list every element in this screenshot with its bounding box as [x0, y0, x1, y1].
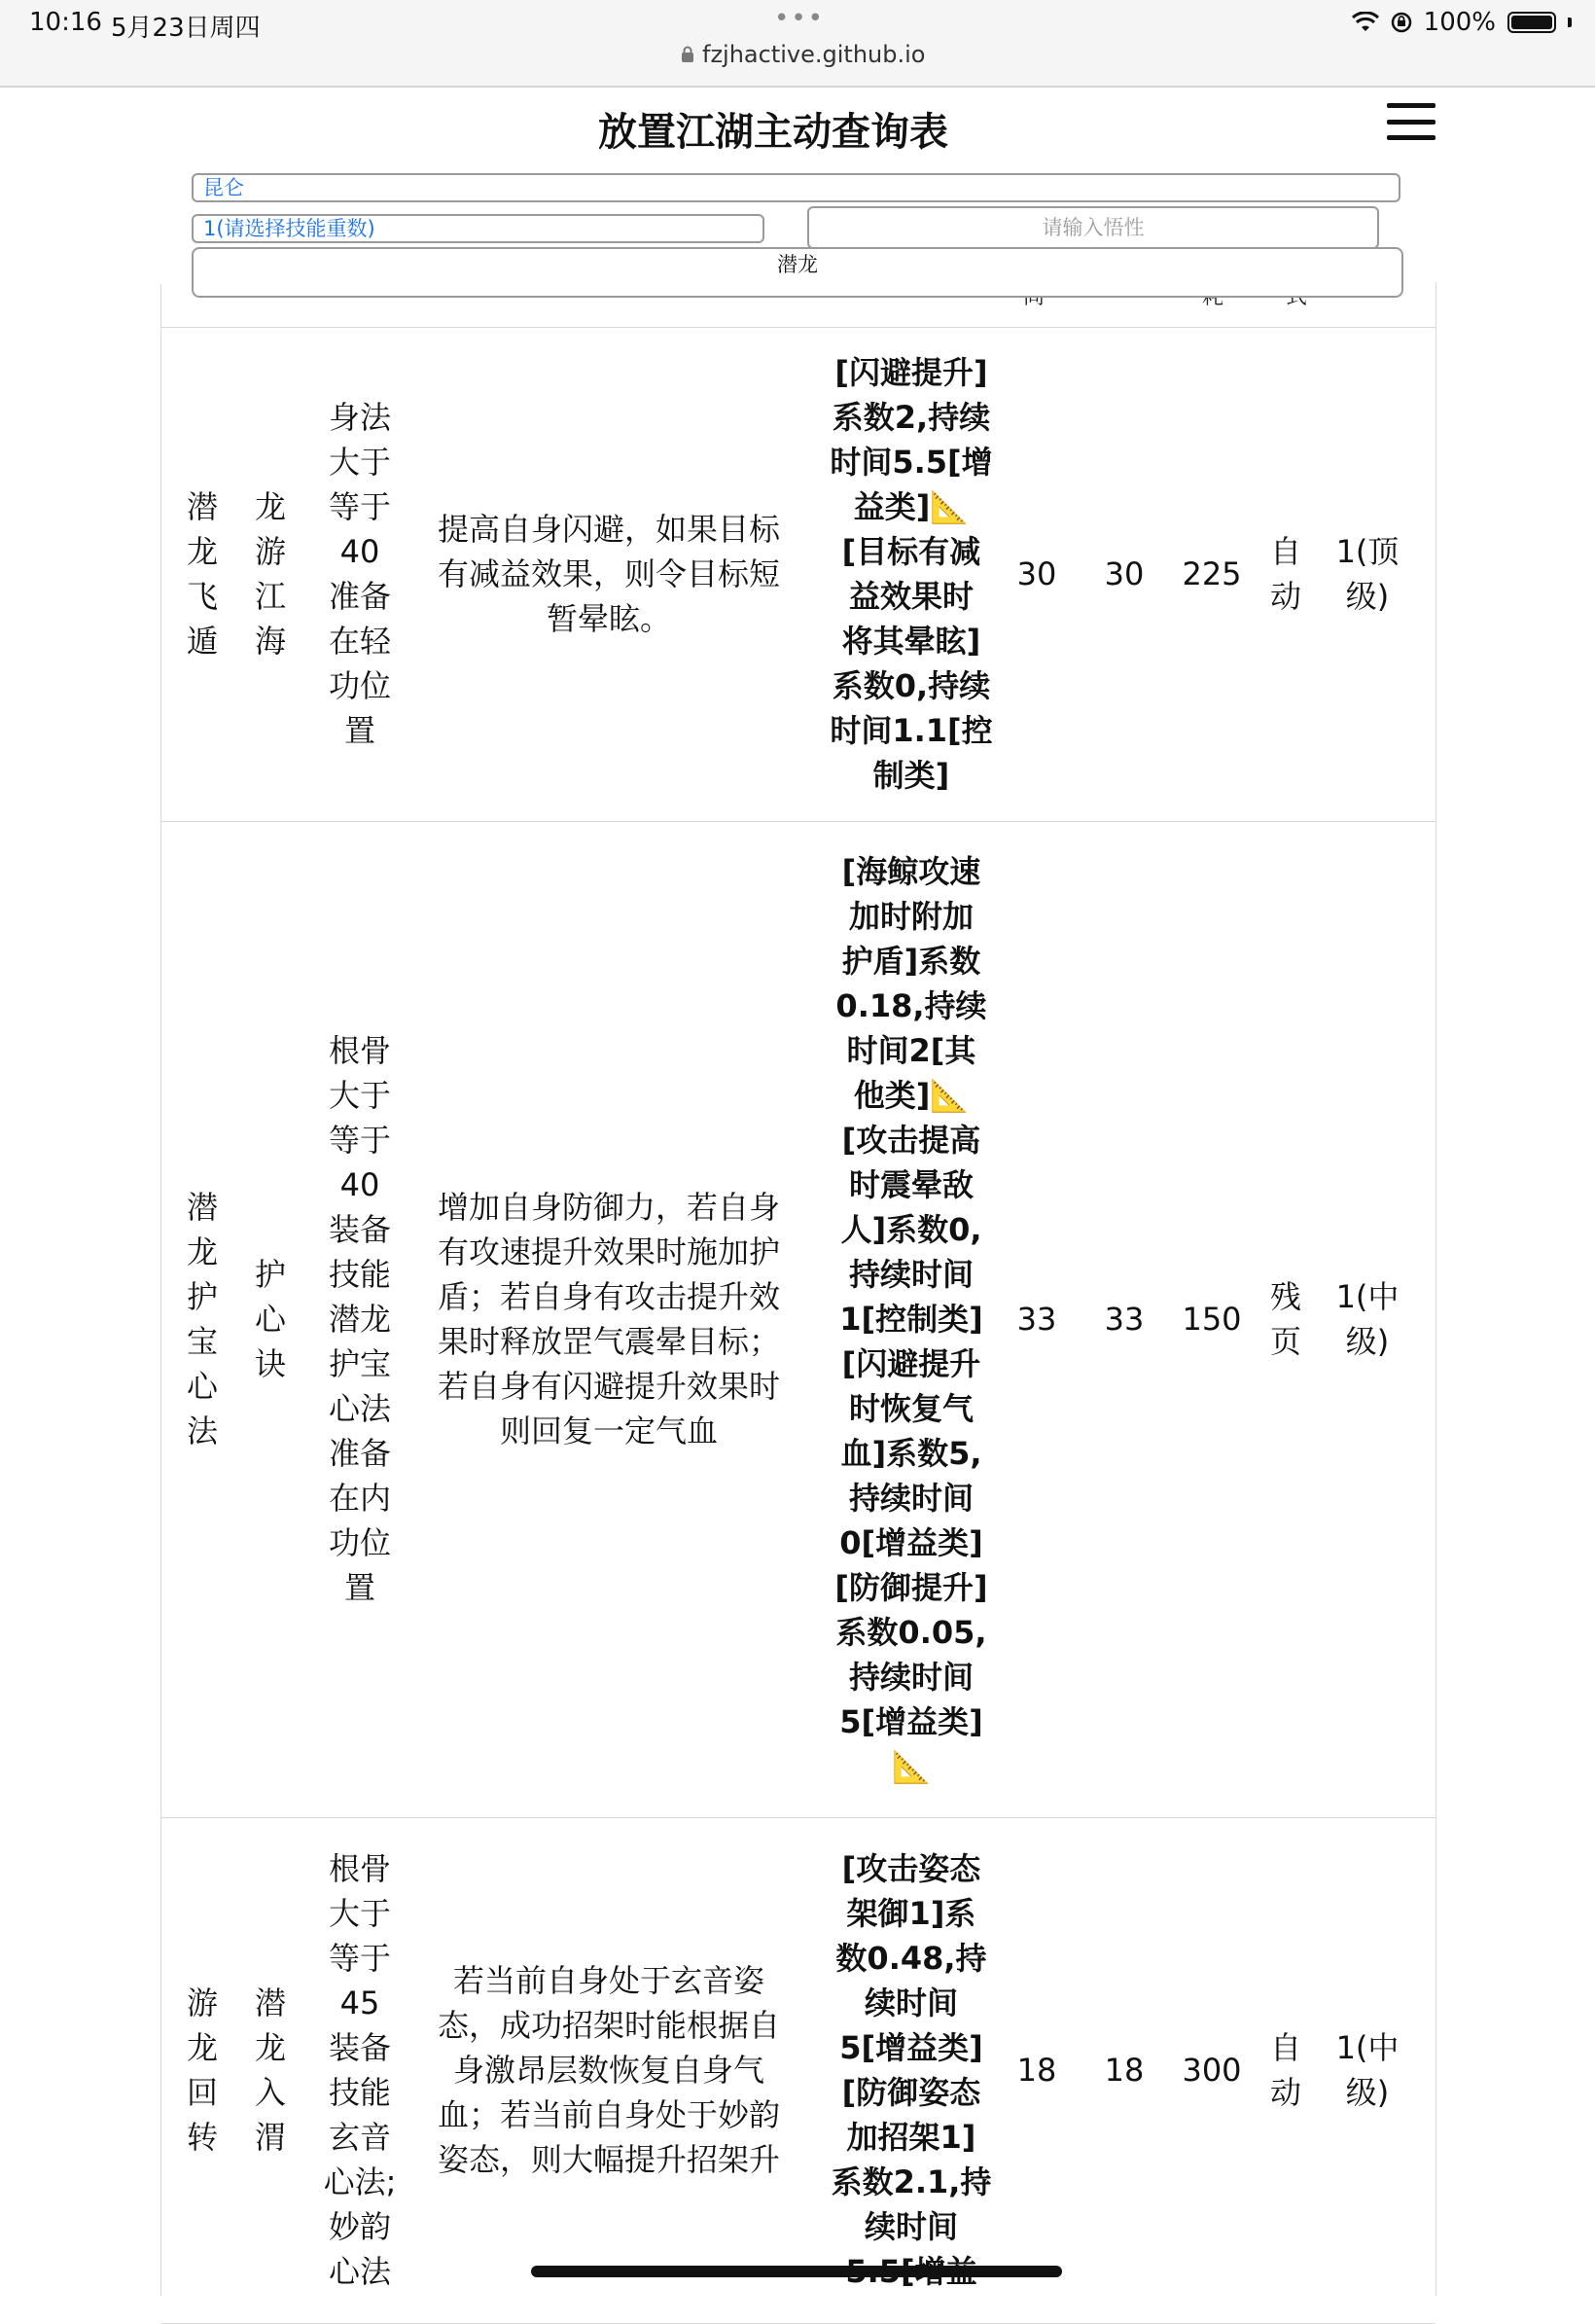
status-time: 10:16: [29, 8, 102, 37]
value-cell-3: [1173, 821, 1251, 1817]
level-cell: [1319, 1817, 1416, 2323]
effects-cell-line: 1[控制类]: [839, 1301, 983, 1338]
value-cell-2: [1085, 821, 1163, 1817]
effects-cell-line: [目标有减: [841, 533, 981, 570]
condition-cell-line: 大于: [328, 444, 391, 481]
description-cell-line: 果时释放罡气震晕目标；: [437, 1323, 780, 1360]
level-cell-line: 级): [1345, 578, 1390, 615]
effects-cell-line: [闪避提升]: [834, 354, 988, 391]
skill-name-cell-line: 遁: [186, 623, 218, 660]
effects-cell-line: [攻击姿态: [841, 1850, 981, 1887]
value-cell-3-text: 300: [1182, 2052, 1242, 2089]
description-cell-text: [438, 1958, 780, 2182]
level-cell-line: 1(中: [1335, 1278, 1400, 1315]
condition-cell-line: 大于: [328, 1077, 391, 1114]
condition-cell-line: 大于: [328, 1895, 391, 1932]
battery-percent: 100%: [1423, 8, 1496, 37]
skill-name-cell-line: 龙: [186, 2029, 218, 2066]
skill-name-cell-line: 潜: [186, 1189, 218, 1226]
effects-cell-line: [防御姿态: [841, 2074, 981, 2111]
move-name-cell: [249, 821, 292, 1817]
effects-cell-line: 益效果时: [848, 578, 974, 615]
status-date: 5月23日周四: [111, 14, 261, 43]
value-cell-2: [1085, 327, 1163, 821]
effects-cell-line: 续时间: [864, 2208, 958, 2245]
description-cell-line: 姿态，则大幅提升招架升: [437, 2141, 780, 2178]
effects-cell-line: 时间1.1[控: [830, 712, 993, 749]
effects-cell-line: 时间2[其: [846, 1032, 976, 1069]
move-name-cell-line: 诀: [254, 1345, 286, 1382]
effects-cell-line: 时间5.5[增: [830, 444, 993, 481]
condition-cell-line: 40: [339, 1166, 380, 1203]
effects-cell: [829, 1817, 994, 2323]
move-name-cell-text: [255, 484, 286, 663]
move-name-cell-line: 江: [254, 578, 286, 615]
condition-cell-line: 根骨: [328, 1032, 391, 1069]
effects-cell: [829, 821, 994, 1817]
move-name-cell: [249, 1817, 292, 2323]
source-cell-text: [1270, 2025, 1301, 2115]
skill-name-cell-line: 飞: [186, 578, 218, 615]
description-cell-line: 身激昂层数恢复自身气: [452, 2052, 764, 2089]
condition-cell-line: 40: [339, 533, 380, 570]
condition-cell-line: 等于: [328, 1940, 391, 1977]
condition-cell: [317, 1817, 403, 2323]
source-cell-line: 残: [1269, 1278, 1301, 1315]
description-cell-line: 增加自身防御力，若自身: [437, 1189, 780, 1226]
source-cell: [1262, 821, 1309, 1817]
description-cell-text: [438, 1185, 780, 1453]
value-cell-3-text: 225: [1182, 555, 1242, 592]
condition-cell-line: 护宝: [328, 1345, 391, 1382]
skill-name-cell-line: 法: [186, 1412, 218, 1449]
level-cell-line: 1(中: [1335, 2029, 1400, 2066]
skill-name-cell-line: 心: [186, 1368, 218, 1405]
value-cell-1: [1008, 327, 1066, 821]
effects-cell-text: [830, 350, 992, 798]
description-cell-line: 态，成功招架时能根据自: [437, 2007, 780, 2044]
description-cell-line: 有攻速提升效果时施加护: [437, 1234, 780, 1270]
value-cell-3-text: 150: [1182, 1301, 1242, 1338]
skill-name-cell: [181, 1817, 224, 2323]
skill-name-cell-line: 护: [186, 1278, 218, 1315]
condition-cell-line: 准备: [328, 578, 391, 615]
description-cell: [434, 1817, 784, 2323]
condition-cell-line: 功位: [328, 1524, 391, 1561]
move-name-cell-line: 渭: [254, 2119, 286, 2156]
effects-cell-text: [832, 1846, 992, 2294]
move-name-cell-line: 龙: [254, 2029, 286, 2066]
effects-cell-line: 持续时间: [848, 1256, 974, 1293]
condition-cell-line: 装备: [328, 1211, 391, 1248]
effects-cell-line: 制类]: [872, 757, 950, 794]
condition-cell-line: 妙韵: [328, 2208, 391, 2245]
skill-name-cell-line: 转: [186, 2119, 218, 2156]
move-name-cell-line: 入: [254, 2074, 286, 2111]
effects-cell-line: 加时附加: [848, 898, 974, 935]
battery-icon: [1507, 12, 1556, 33]
effects-cell-line: [攻击提高: [841, 1122, 981, 1159]
value-cell-2-text: 18: [1104, 2052, 1145, 2089]
effects-cell-line: 系数0,持续: [832, 667, 991, 704]
effects-cell-line: 系数2,持续: [832, 399, 991, 436]
description-cell-line: 若自身有闪避提升效果时: [437, 1368, 780, 1405]
source-cell-line: 动: [1269, 2074, 1301, 2111]
condition-cell-text: [329, 1028, 391, 1610]
level-cell-text: [1336, 529, 1400, 619]
effects-cell-line: 续时间: [864, 1984, 958, 2021]
condition-cell-line: 置: [343, 1569, 375, 1606]
level-cell: [1319, 327, 1416, 821]
hamburger-menu-icon[interactable]: [1387, 103, 1436, 140]
home-indicator[interactable]: [531, 2266, 1062, 2277]
effects-cell-line: 0[增益类]: [839, 1524, 983, 1561]
description-cell: [434, 327, 784, 821]
effects-cell: [829, 327, 994, 821]
effects-cell-line: 护盾]系数: [841, 943, 981, 980]
effects-cell-line: 持续时间: [848, 1480, 974, 1517]
condition-cell-line: 技能: [328, 1256, 391, 1293]
source-cell-line: 页: [1269, 1323, 1301, 1360]
condition-cell-line: 等于: [328, 1122, 391, 1159]
value-cell-3: [1173, 327, 1251, 821]
skill-name-cell-line: 游: [186, 1984, 218, 2021]
effects-cell-line: 📐: [892, 1748, 931, 1785]
table-row: [161, 327, 1436, 822]
condition-cell-text: [324, 1846, 397, 2294]
source-cell: [1262, 1817, 1309, 2323]
status-indicators: [1352, 8, 1572, 37]
condition-cell-line: 心法;: [323, 2163, 397, 2200]
move-name-cell-line: 护: [254, 1256, 286, 1293]
value-cell-1-text: 33: [1016, 1301, 1057, 1338]
source-cell-line: 自: [1269, 533, 1301, 570]
condition-cell-line: 准备: [328, 1435, 391, 1472]
effects-cell-line: 系数2.1,持: [831, 2163, 992, 2200]
orientation-lock-icon: [1391, 12, 1412, 33]
effects-cell-line: 他类]📐: [853, 1077, 970, 1114]
move-name-cell-text: [255, 1981, 286, 2160]
value-cell-2: [1085, 1817, 1163, 2323]
battery-tip: [1568, 18, 1572, 27]
effects-cell-line: 加招架1]: [846, 2119, 976, 2156]
condition-cell-line: 装备: [328, 2029, 391, 2066]
condition-cell-text: [329, 395, 391, 753]
condition-cell-line: 置: [343, 712, 375, 749]
description-cell-line: 有减益效果，则令目标短: [437, 555, 780, 592]
move-name-cell: [249, 327, 292, 821]
description-cell-line: 则回复一定气血: [499, 1412, 718, 1449]
skill-name-cell: [181, 821, 224, 1817]
condition-cell-line: 45: [339, 1984, 380, 2021]
multitask-dots-icon[interactable]: •••: [774, 4, 826, 33]
effects-cell-line: 5[增益类]: [839, 1703, 983, 1740]
condition-cell-line: 心法: [328, 1390, 391, 1427]
condition-cell-line: 功位: [328, 667, 391, 704]
effects-cell-line: 将其晕眩]: [841, 623, 981, 660]
source-cell-line: 动: [1269, 578, 1301, 615]
wuxing-input[interactable]: 请输入悟性: [807, 206, 1379, 249]
move-name-cell-line: 海: [254, 623, 286, 660]
condition-cell-line: 在轻: [328, 623, 391, 660]
description-cell-text: [438, 507, 780, 641]
level-cell: [1319, 821, 1416, 1817]
move-name-cell-line: 心: [254, 1301, 286, 1338]
wifi-icon: [1352, 12, 1379, 33]
description-cell-line: 血；若当前自身处于妙韵: [437, 2096, 780, 2133]
effects-cell-line: [防御提升]: [834, 1569, 988, 1606]
source-cell-line: 自: [1269, 2029, 1301, 2066]
skill-name-cell-line: 龙: [186, 533, 218, 570]
condition-cell-line: 身法: [328, 399, 391, 436]
effects-cell-text: [834, 849, 987, 1789]
value-cell-2-text: 30: [1104, 555, 1145, 592]
effects-cell-line: 数0.48,持: [835, 1940, 987, 1977]
lock-icon: [681, 46, 694, 63]
url-text: fzjhactive.github.io: [702, 41, 926, 68]
table-row: [161, 1817, 1436, 2324]
condition-cell: [317, 327, 403, 821]
effects-cell-line: 血]系数5,: [840, 1435, 982, 1472]
value-cell-1: [1008, 821, 1066, 1817]
source-cell-text: [1270, 1274, 1301, 1364]
sect-select[interactable]: 昆仑: [192, 173, 1400, 202]
skill-name-cell-text: [187, 1981, 218, 2160]
skill-level-select[interactable]: 1(请选择技能重数): [192, 214, 764, 243]
value-cell-1-text: 18: [1016, 2052, 1057, 2089]
effects-cell-line: 人]系数0,: [840, 1211, 982, 1248]
move-name-cell-line: 潜: [254, 1984, 286, 2021]
value-cell-1-text: 30: [1016, 555, 1057, 592]
skill-table: [160, 282, 1436, 2296]
effects-cell-line: 时恢复气: [848, 1390, 974, 1427]
description-cell-line: 若当前自身处于玄音姿: [452, 1962, 764, 1999]
effects-cell-line: 5[增益类]: [839, 2029, 983, 2066]
address-bar[interactable]: [681, 41, 925, 68]
description-cell: [434, 821, 784, 1817]
effects-cell-line: 持续时间: [848, 1659, 974, 1696]
level-cell-line: 级): [1345, 2074, 1390, 2111]
value-cell-2-text: 33: [1104, 1301, 1145, 1338]
description-cell-line: 盾；若自身有攻击提升效: [437, 1278, 780, 1315]
skill-name-cell-line: 龙: [186, 1234, 218, 1270]
value-cell-1: [1008, 1817, 1066, 2323]
effects-cell-line: [海鲸攻速: [841, 853, 981, 890]
skill-name-cell-line: 宝: [186, 1323, 218, 1360]
effects-cell-line: 系数0.05,: [835, 1614, 987, 1651]
effects-cell-line: [闪避提升: [841, 1345, 981, 1382]
effects-cell-line: 架御1]系: [846, 1895, 976, 1932]
move-name-cell-line: 龙: [254, 488, 286, 525]
move-name-cell-line: 游: [254, 533, 286, 570]
effects-cell-line: 益类]📐: [853, 488, 970, 525]
description-cell-line: 暂晕眩。: [546, 600, 671, 637]
condition-cell-line: 心法: [328, 2253, 391, 2290]
skill-name-cell-line: 回: [186, 2074, 218, 2111]
skill-name-cell-line: 潜: [186, 488, 218, 525]
table-row: [161, 821, 1436, 1818]
source-cell: [1262, 327, 1309, 821]
description-cell-line: 提高自身闪避，如果目标: [437, 511, 780, 548]
level-cell-text: [1336, 2025, 1400, 2115]
value-cell-3: [1173, 1817, 1251, 2323]
condition-cell-line: 潜龙: [328, 1301, 391, 1338]
skill-name-cell: [181, 327, 224, 821]
move-name-cell-text: [255, 1252, 286, 1386]
condition-cell-line: 等于: [328, 488, 391, 525]
page-title: 放置江湖主动查询表: [598, 110, 948, 155]
condition-cell-line: 在内: [328, 1480, 391, 1517]
skill-name-cell-text: [187, 484, 218, 663]
level-cell-line: 1(顶: [1335, 533, 1400, 570]
skill-button[interactable]: 潜龙: [192, 247, 1403, 298]
condition-cell-line: 技能: [328, 2074, 391, 2111]
level-cell-text: [1336, 1274, 1400, 1364]
effects-cell-line: 时震晕敌: [848, 1166, 974, 1203]
condition-cell-line: 根骨: [328, 1850, 391, 1887]
condition-cell: [317, 821, 403, 1817]
status-bar: [0, 0, 1595, 88]
source-cell-text: [1270, 529, 1301, 619]
effects-cell-line: 0.18,持续: [835, 987, 987, 1024]
level-cell-line: 级): [1345, 1323, 1390, 1360]
condition-cell-line: 玄音: [328, 2119, 391, 2156]
skill-name-cell-text: [187, 1185, 218, 1453]
